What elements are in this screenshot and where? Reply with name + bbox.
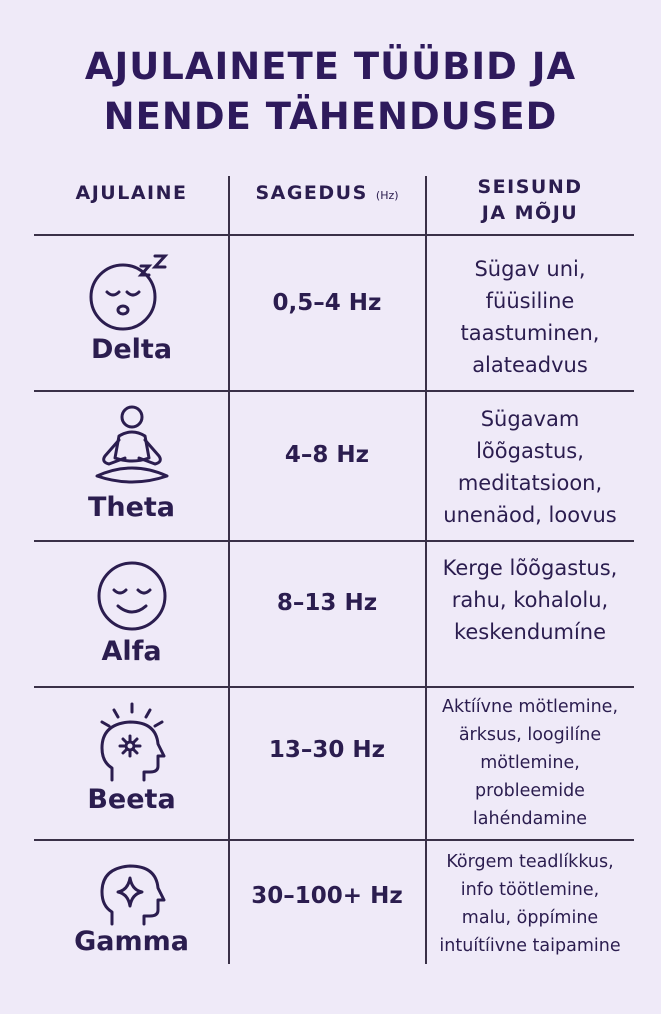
header-state-line-2: JA MÕJU [481,202,579,224]
description-line: unenäod, loovus [443,503,617,527]
frequency-value: 0,5–4 Hz [272,290,382,316]
wave-name: Beeta [87,784,176,815]
description-line: Sügav uni, [474,257,586,281]
description-line: probleemide [475,781,585,801]
description-line: lõõgastus, [476,439,584,463]
description-line: mötlemine, [480,753,580,773]
title-line-1: AJULAINETE TÜÜBID JA [84,45,577,88]
description [426,253,634,381]
active-head-icon [92,700,172,784]
description-line: keskendumíne [453,620,607,644]
frequency-value: 8–13 Hz [276,590,378,616]
frequency-value: 13–30 Hz [268,737,386,763]
meditation-icon [87,402,177,490]
wave-name: Theta [87,492,176,523]
description-line: info töötlemine, [460,880,600,900]
header-frequency-unit: (Hz) [375,189,399,202]
wave-name: Gamma [74,926,189,957]
wave-name: Delta [90,334,173,365]
header-wave: AJULAINE [75,182,188,204]
frequency-value: 4–8 Hz [284,442,370,468]
frequency-value: 30–100+ Hz [251,883,403,909]
row-divider [34,839,634,841]
description-line: ärksus, loogilíne [458,725,602,745]
table-row-beeta-wave [34,700,229,815]
header-frequency-label: SAGEDUS [255,182,368,204]
title-line-2: NENDE TÄHENDUSED [103,95,558,138]
description-line: taastuminen, [460,321,600,345]
table-row-theta-wave [34,402,229,523]
description-line: füüsiline [485,289,575,313]
description-line: meditatsioon, [457,471,603,495]
description-line: Körgem teadlíkkus, [446,852,614,872]
wave-name: Alfa [101,636,162,667]
description [426,848,634,960]
description-line: Aktíívne mötlemine, [441,697,619,717]
description-line: Sügavam [480,407,580,431]
row-divider [34,686,634,688]
row-divider [34,234,634,236]
row-divider [34,540,634,542]
header-state-line-1: SEISUND [477,176,583,198]
row-divider [34,390,634,392]
description [426,693,634,833]
sparkle-head-icon [92,852,172,926]
description-line: malu, öppímine [461,908,599,928]
table-row-alfa-wave [34,558,229,667]
page-title [0,42,661,142]
description-line: rahu, kohalolu, [451,588,609,612]
description [426,552,634,648]
table-row-delta-wave [34,252,229,365]
description-line: intuítíivne taipamine [439,936,621,956]
description-line: lahéndamine [472,809,588,829]
table-row-gamma-wave [34,852,229,957]
sleeping-face-icon [87,252,177,332]
calm-face-icon [94,558,170,634]
description-line: alateadvus [472,353,588,377]
description [426,403,634,531]
header-state [426,174,634,226]
description-line: Kerge lõõgastus, [442,556,618,580]
header-frequency [229,182,425,204]
